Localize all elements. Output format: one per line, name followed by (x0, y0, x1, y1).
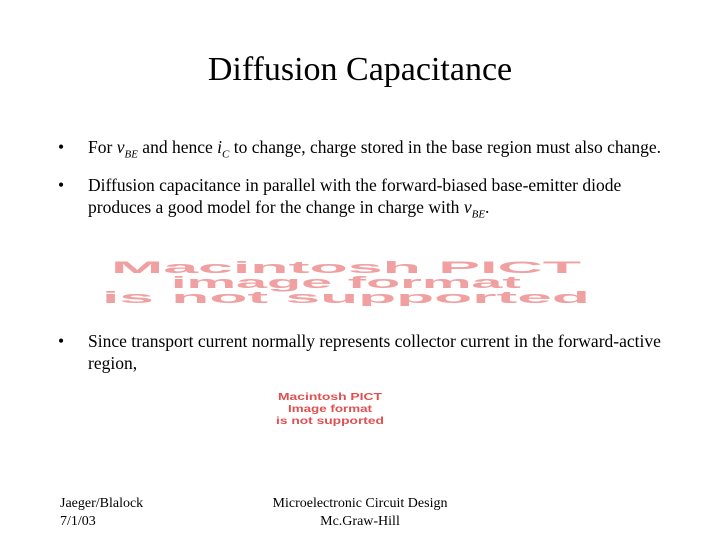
footer-date: 7/1/03 (60, 514, 96, 529)
bullet-marker: • (58, 331, 65, 351)
sub-be: BE (124, 148, 138, 161)
pict-small-line-2: Image format (288, 404, 373, 415)
bullet-1-text-a: For (88, 137, 117, 157)
bullet-item-2 (58, 174, 668, 226)
bullet-item-1 (58, 136, 668, 166)
pict-small-line-1: Macintosh PICT (278, 392, 382, 403)
pict-large-line-2: image format (171, 273, 523, 292)
pict-placeholder-small (270, 390, 390, 430)
pict-placeholder-large (100, 258, 592, 306)
bullet-marker: • (58, 174, 65, 195)
footer-book (250, 495, 470, 531)
bullet-2-text-b: . (485, 196, 490, 217)
var-i: i (217, 137, 222, 157)
pict-large-line-3: is not supported (102, 288, 590, 306)
var-v: v (463, 196, 472, 217)
bullet-2-text-a: Diffusion capacitance in parallel with the forward-biased base-emitter diode produces a good model for the change in charge with (88, 174, 622, 217)
footer-book-title: Microelectronic Circuit Design (272, 496, 448, 511)
var-i-c (217, 137, 230, 161)
pict-small-line-3: is not supported (276, 416, 384, 427)
sub-c: C (222, 148, 230, 161)
sub-be: BE (471, 208, 486, 220)
var-v: v (116, 137, 125, 157)
footer-author: Jaeger/Blalock (60, 496, 144, 511)
bullet-3-text: Since transport current normally represents collector current in the forward-active region, (88, 331, 661, 373)
bullet-marker: • (58, 137, 65, 157)
bullet-1-text-b: and hence (137, 137, 218, 157)
slide-title: Diffusion Capacitance (207, 51, 513, 88)
footer-publisher: Mc.Graw-Hill (320, 514, 400, 529)
bullet-item-3 (58, 330, 698, 374)
var-v-be (116, 137, 138, 161)
footer-author-date (60, 495, 143, 531)
bullet-list (58, 136, 668, 233)
pict-large-line-1: Macintosh PICT (111, 258, 584, 277)
bullet-1-text-c: to change, charge stored in the base region must also change. (229, 137, 662, 157)
var-v-be (463, 196, 486, 220)
